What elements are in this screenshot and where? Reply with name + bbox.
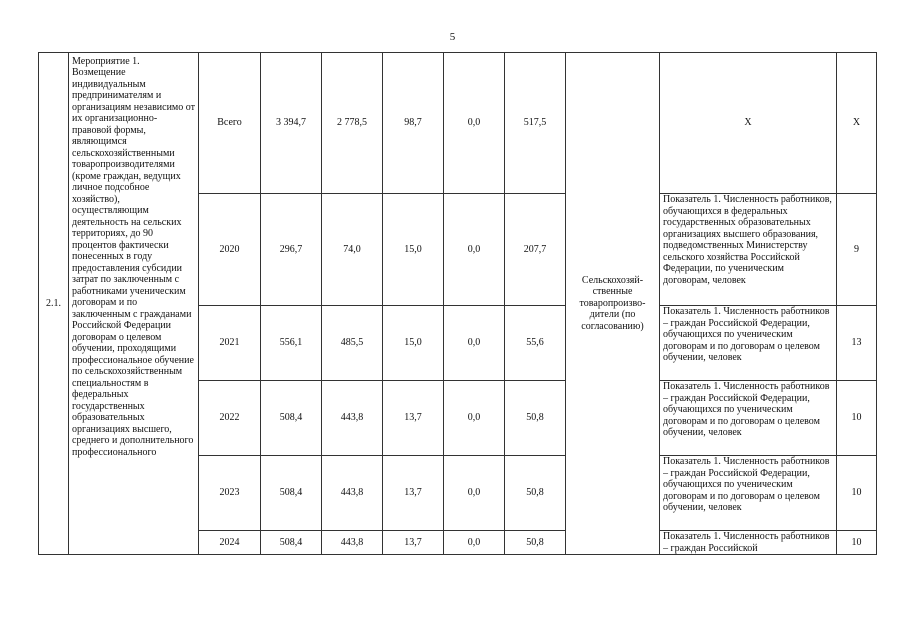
target-cell: 10 [837,456,877,531]
indicator-cell [660,306,837,381]
period-label: 2021 [199,306,261,381]
period-label: 2022 [199,381,261,456]
cell-value: 485,5 [322,306,383,381]
cell-value: 55,6 [505,306,566,381]
cell-value: 0,0 [444,456,505,531]
cell-value: 0,0 [444,306,505,381]
cell-value: 13,7 [383,456,444,531]
indicator-text: Показатель 1. Численность работников – граждан Российской Федерации, обучающихся по ученическим договорам и по договорам о целевом обучении, человек [663,381,830,438]
cell-value: 207,7 [505,194,566,306]
cell-value: 98,7 [383,53,444,194]
row-number: 2.1. [39,53,69,555]
cell-total: 508,4 [261,456,322,531]
indicator-text: Показатель 1. Численность работников, обучающихся в федеральных государственных образовательных организациях высшего образования, подведомственных Министерству сельского хозяйства Российской Федерации, по ученическим договорам, человек [663,194,832,286]
period-label: Всего [199,53,261,194]
cell-value: 13,7 [383,531,444,555]
cell-value: 517,5 [505,53,566,194]
target-cell: 9 [837,194,877,306]
indicator-text: Показатель 1. Численность работников – граждан Российской [663,531,830,554]
target-cell: 10 [837,531,877,555]
cell-value: 74,0 [322,194,383,306]
cell-value: 50,8 [505,456,566,531]
target-cell: 13 [837,306,877,381]
cell-total: 556,1 [261,306,322,381]
cell-value: 2 778,5 [322,53,383,194]
indicator-text: Показатель 1. Численность работников – граждан Российской Федерации, обучающихся по ученическим договорам и по договорам о целевом обучении, человек [663,306,830,363]
indicator-text: Показатель 1. Численность работников – граждан Российской Федерации, обучающихся по ученическим договорам и по договорам о целевом обучении, человек [663,456,830,513]
period-label: 2020 [199,194,261,306]
event-description [69,53,199,555]
cell-value: 50,8 [505,531,566,555]
period-label: 2024 [199,531,261,555]
event-text: Мероприятие 1. Возмещение индивидуальным предпринимателям и организациям независимо от их организационно-правовой формы, являющимся сельскохозяйственными товаропроизводителями (кроме граждан, ведущих личное подсобное хозяйство), осуществляющим деятельность на сельских территориях, до 90 процентов фактически понесенных в году предоставления субсидии затрат по заключенным с работниками ученическим договорам и по заключенным с гражданами Российской Федерации договорам о целевом обучении, проходящими профессиональное обучение по сельскохозяйственным специальностям в федеральных государственных образовательных организациях высшего, среднего и дополнительного профессионального [72,55,195,458]
table-row [39,53,877,194]
target-cell: 10 [837,381,877,456]
program-table [38,52,877,555]
cell-value: 443,8 [322,456,383,531]
cell-total: 3 394,7 [261,53,322,194]
period-label: 2023 [199,456,261,531]
indicator-cell [660,531,837,555]
cell-total: 296,7 [261,194,322,306]
indicator-cell [660,456,837,531]
cell-value: 50,8 [505,381,566,456]
cell-value: 15,0 [383,194,444,306]
cell-total: 508,4 [261,531,322,555]
target-cell: Х [837,53,877,194]
indicator-cell [660,381,837,456]
indicator-cell: Х [660,53,837,194]
cell-value: 0,0 [444,194,505,306]
cell-value: 0,0 [444,53,505,194]
cell-value: 0,0 [444,381,505,456]
indicator-cell [660,194,837,306]
cell-total: 508,4 [261,381,322,456]
cell-value: 13,7 [383,381,444,456]
page-number: 5 [449,31,456,43]
cell-value: 443,8 [322,531,383,555]
cell-value: 15,0 [383,306,444,381]
executor: Сельскохозяй-ственные товаропроизво-дители (по согласованию) [566,53,660,555]
cell-value: 443,8 [322,381,383,456]
cell-value: 0,0 [444,531,505,555]
